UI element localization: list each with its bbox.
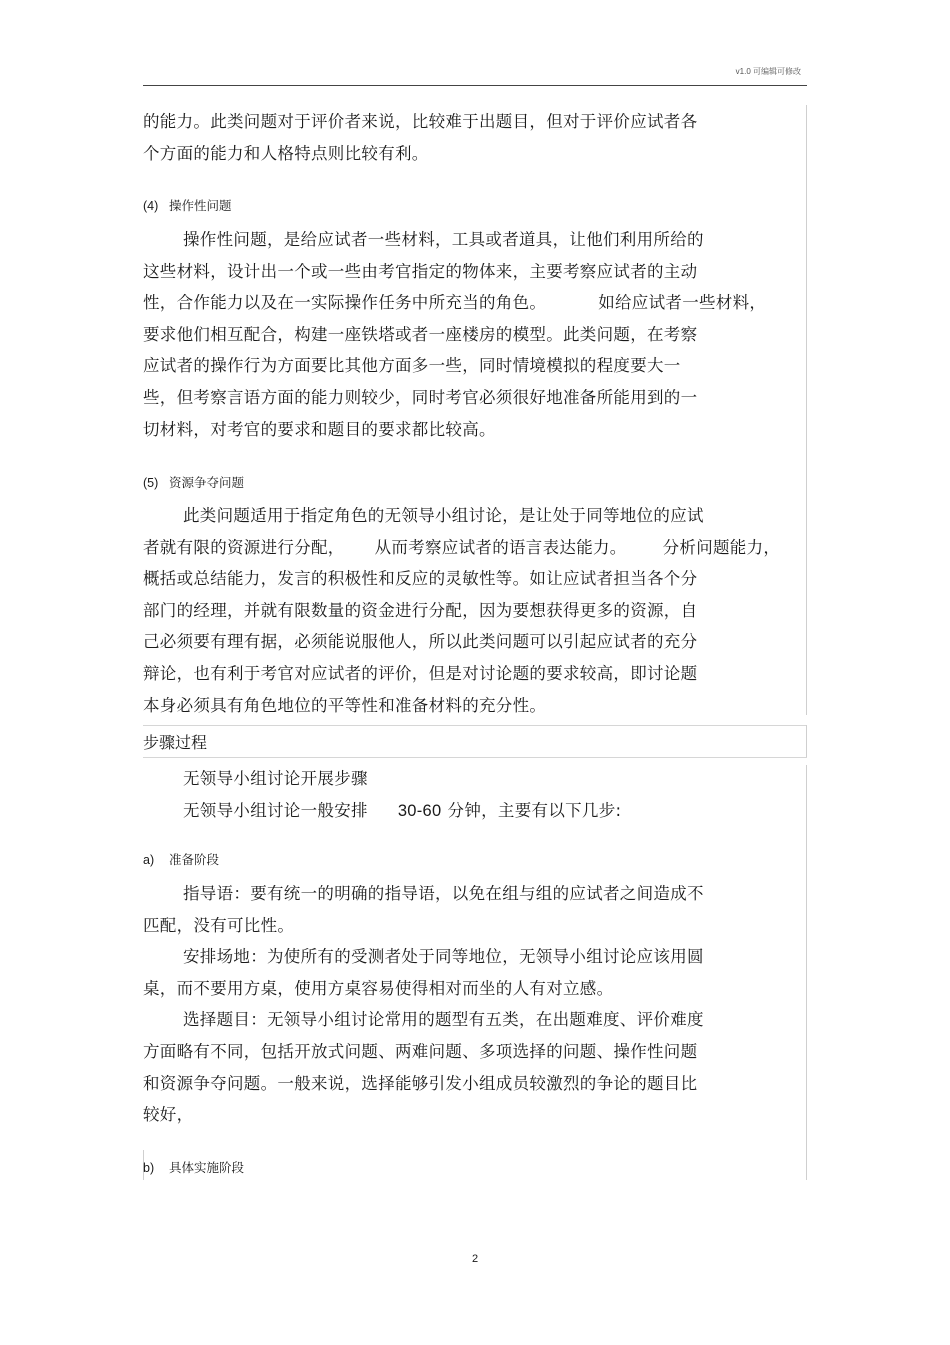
section-number: (4)	[143, 199, 159, 213]
text-line: 桌，而不要用方桌，使用方桌容易使得相对而坐的人有对立感。	[143, 978, 614, 998]
text-line: 匹配，没有可比性。	[143, 915, 295, 935]
section-4-heading	[143, 196, 232, 214]
stage-b-heading	[143, 1158, 244, 1176]
text-line: 应试者的操作行为方面要比其他方面多一些，同时情境模拟的程度要大一	[143, 356, 681, 376]
text-line: 己必须要有理有据，必须能说服他人，所以此类问题可以引起应试者的充分	[143, 632, 698, 652]
text-line: 部门的经理，并就有限数量的资金进行分配，因为要想获得更多的资源，自	[143, 600, 698, 620]
text-segment: 分析问题能力，	[662, 537, 781, 557]
text-segment: 性，合作能力以及在一实际操作任务中所充当的角色。	[143, 293, 547, 313]
frame-right-line-mid	[806, 725, 807, 757]
text-line: 切材料，对考官的要求和题目的要求都比较高。	[143, 419, 496, 439]
frame-divider-bottom	[143, 757, 807, 758]
text-segment: 分钟，主要有以下几步:	[447, 800, 622, 820]
frame-right-line-top	[806, 105, 807, 715]
section-4-paragraph	[143, 224, 766, 445]
stage-number: b)	[143, 1161, 155, 1175]
frame-right-line-bottom	[806, 765, 807, 1180]
text-line: 安排场地：为使所有的受测者处于同等地位，无领导小组讨论应该用圆	[183, 947, 704, 967]
section-5-paragraph	[143, 500, 780, 721]
text-line: 操作性问题，是给应试者一些材料，工具或者道具，让他们利用所给的	[183, 230, 704, 249]
text-line: 选择题目：无领导小组讨论常用的题型有五类，在出题难度、评价难度	[183, 1010, 704, 1030]
text-line: 些，但考察言语方面的能力则较少，同时考官必须很好地准备所能用到的一	[143, 387, 698, 407]
version-label: v1.0 可编辑可修改	[735, 67, 801, 76]
steps-duration-line	[143, 795, 621, 827]
page-number: 2	[471, 1253, 479, 1265]
text-line-split	[143, 532, 780, 564]
duration-value: 30-60	[397, 801, 442, 820]
text-segment: 如给应试者一些材料，	[598, 293, 767, 313]
stage-title: 准备阶段	[169, 852, 220, 867]
text-line: 概括或总结能力，发言的积极性和反应的灵敏性等。如让应试者担当各个分	[143, 569, 698, 589]
text-line: 本身必须具有角色地位的平等性和准备材料的充分性。	[143, 695, 547, 715]
stage-a-paragraph	[143, 878, 704, 1131]
section-title: 操作性问题	[169, 198, 232, 213]
stage-title: 具体实施阶段	[169, 1160, 245, 1175]
steps-section-heading: 步骤过程	[143, 733, 208, 752]
steps-title: 无领导小组讨论开展步骤	[183, 769, 368, 788]
steps-intro	[143, 763, 621, 826]
text-line: 的能力。此类问题对于评价者来说，比较难于出题目，但对于评价应试者各	[143, 112, 698, 131]
text-line: 方面略有不同，包括开放式问题、两难问题、多项选择的问题、操作性问题	[143, 1041, 698, 1061]
text-line: 和资源争夺问题。一般来说，选择能够引发小组成员较激烈的争论的题目比	[143, 1073, 698, 1093]
section-title: 资源争夺问题	[169, 475, 245, 490]
text-line-split	[143, 287, 766, 319]
header-rule	[143, 85, 807, 86]
stage-a-heading	[143, 850, 219, 868]
intro-paragraph	[143, 106, 697, 169]
text-line: 此类问题适用于指定角色的无领导小组讨论，是让处于同等地位的应试	[183, 506, 704, 525]
frame-divider-top	[143, 725, 807, 726]
text-line: 要求他们相互配合，构建一座铁塔或者一座楼房的模型。此类问题，在考察	[143, 324, 698, 344]
text-line: 个方面的能力和人格特点则比较有利。	[143, 143, 429, 163]
text-line: 较好，	[143, 1105, 194, 1125]
text-line: 指导语：要有统一的明确的指导语，以免在组与组的应试者之间造成不	[183, 884, 704, 903]
text-segment: 无领导小组讨论一般安排	[183, 800, 368, 820]
stage-number: a)	[143, 853, 155, 867]
text-line: 辩论，也有利于考官对应试者的评价，但是对讨论题的要求较高，即讨论题	[143, 663, 698, 683]
section-number: (5)	[143, 476, 159, 490]
text-line: 这些材料，设计出一个或一些由考官指定的物体来，主要考察应试者的主动	[143, 261, 698, 281]
text-segment: 者就有限的资源进行分配，	[143, 537, 345, 557]
text-segment: 从而考察应试者的语言表达能力。	[374, 537, 627, 557]
page-header	[143, 66, 807, 84]
section-5-heading	[143, 473, 244, 491]
